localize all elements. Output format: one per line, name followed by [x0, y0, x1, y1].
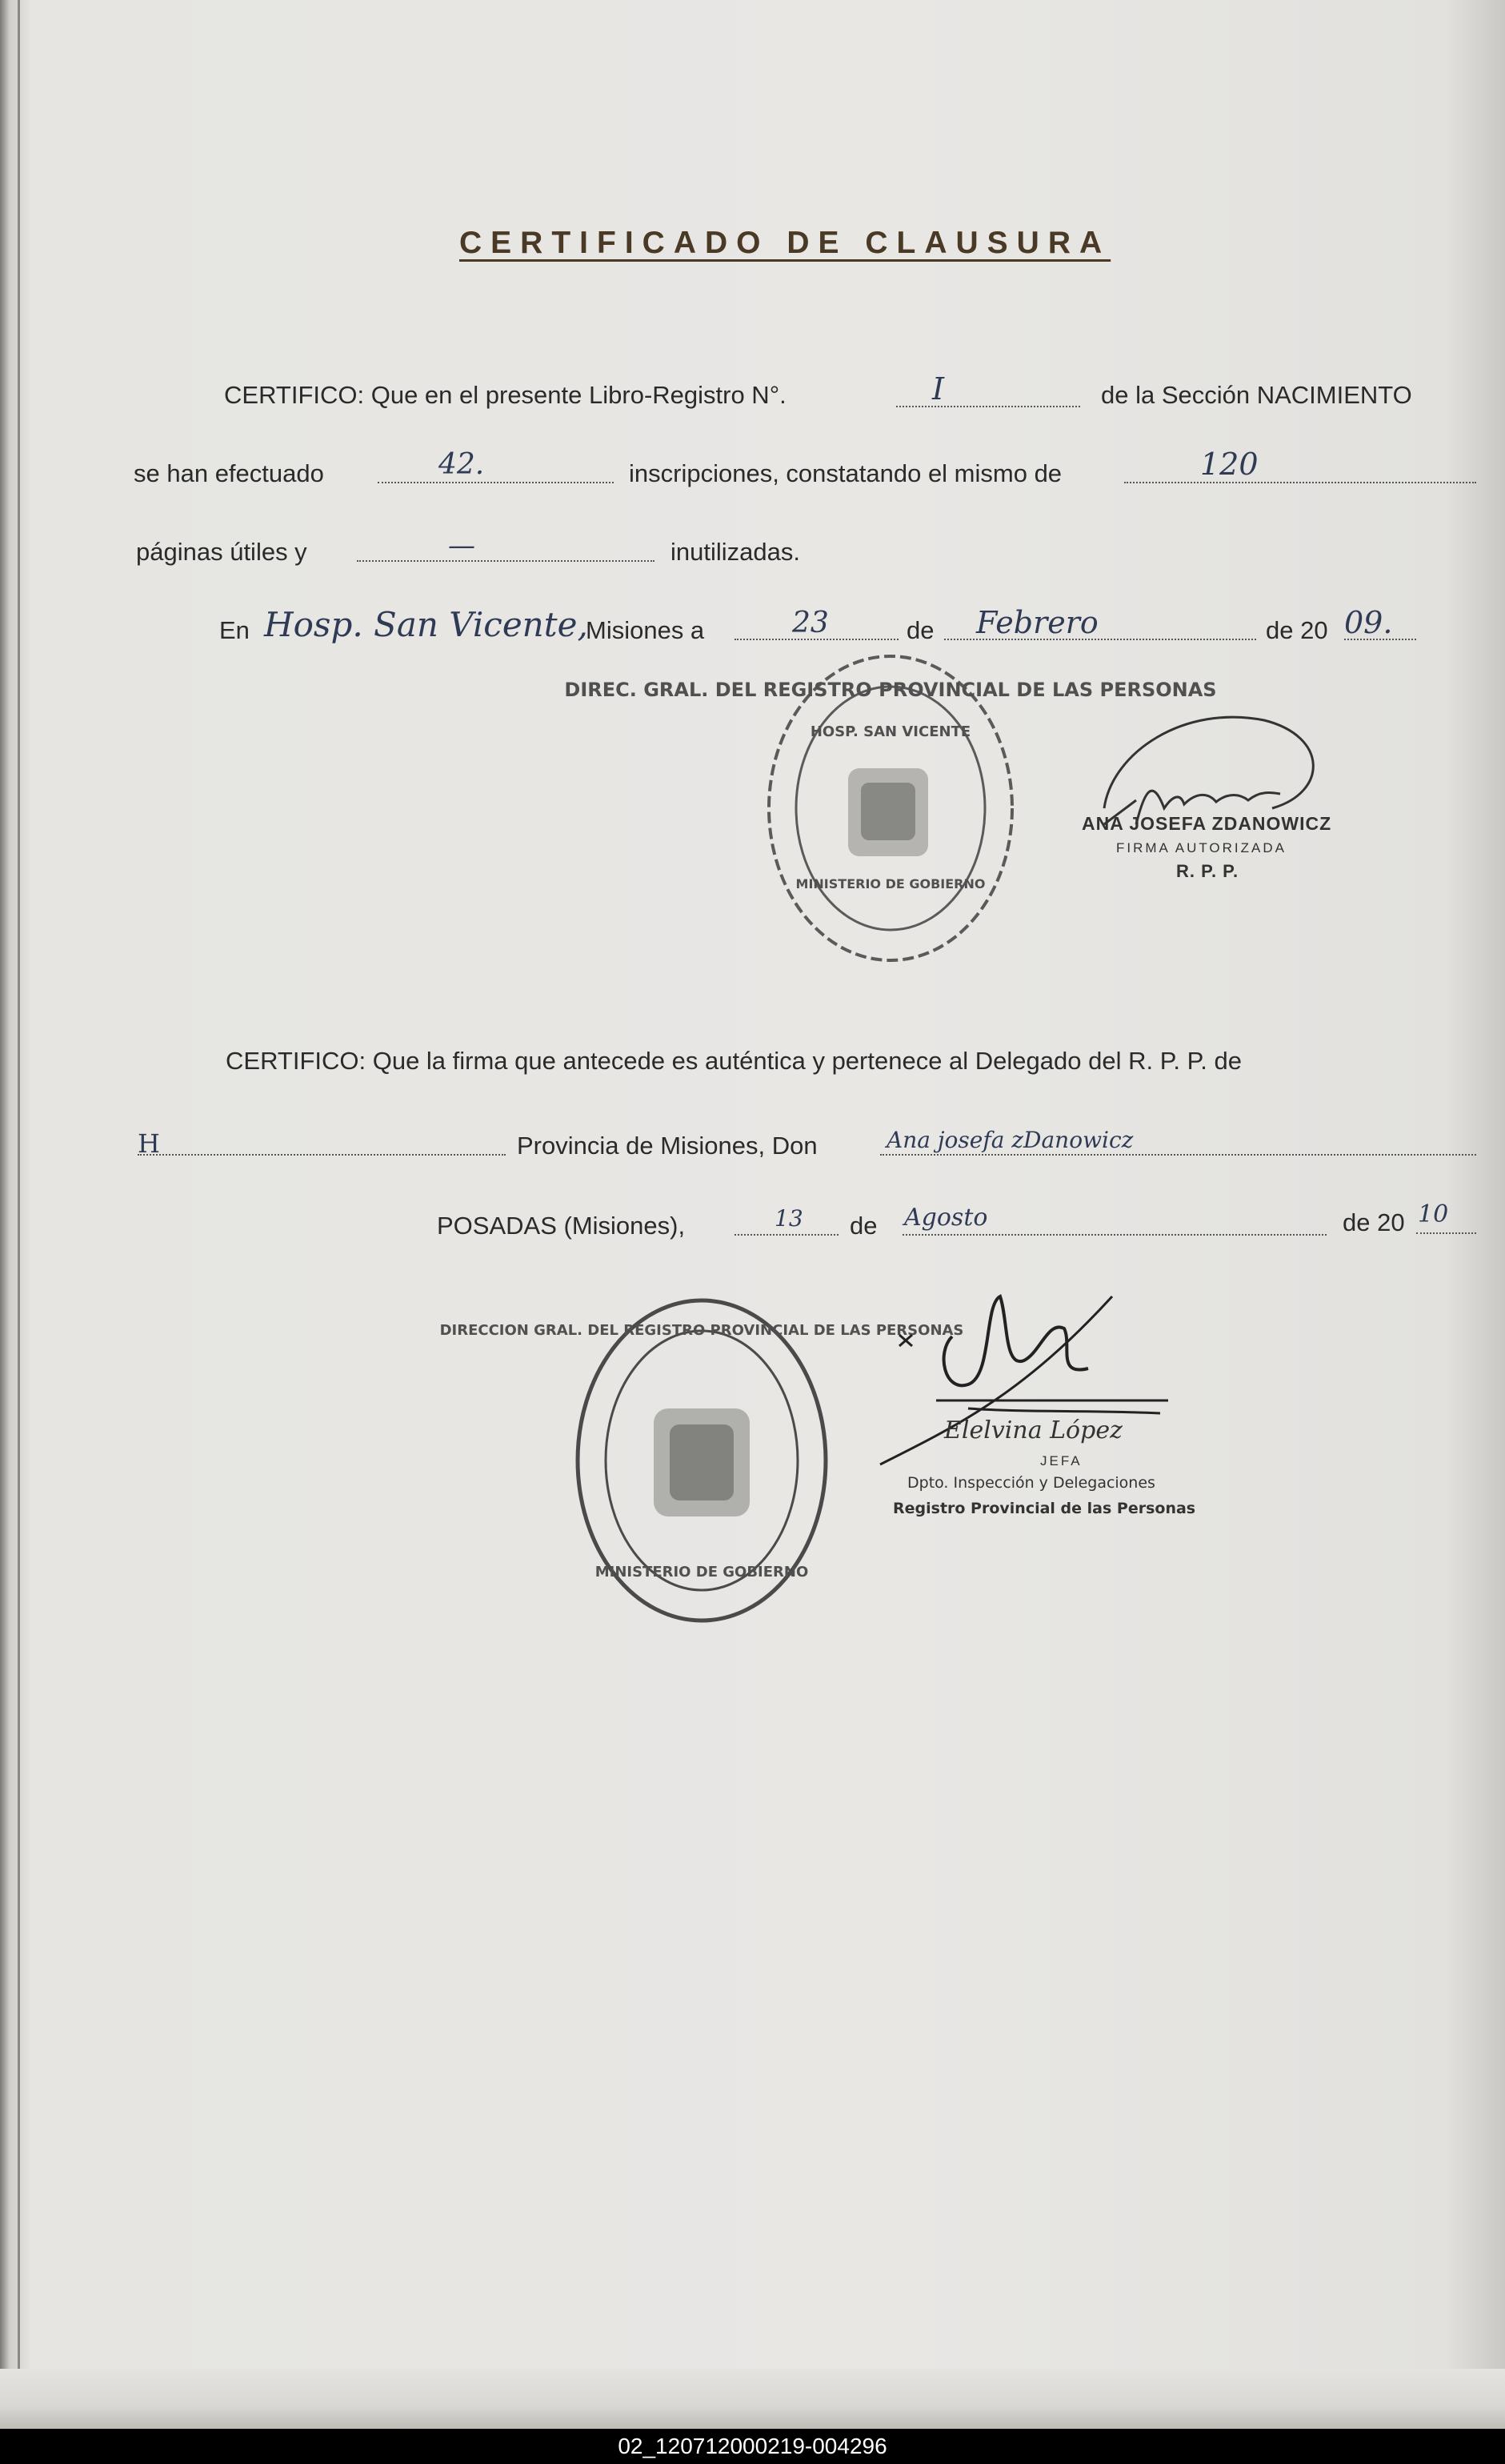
anio-suffix-2: 10 — [1418, 1200, 1449, 1228]
stamp1-outer-text: DIREC. GRAL. DEL REGISTRO PROVINCIAL DE LAS PERSONAS — [564, 679, 1217, 701]
dotted-line — [138, 1154, 506, 1156]
dotted-line — [734, 1234, 839, 1236]
dia-2: 13 — [775, 1205, 803, 1232]
dotted-line — [357, 560, 654, 562]
dotted-line — [880, 1154, 1476, 1156]
inutilizadas-text: inutilizadas. — [670, 538, 800, 566]
signature-lopez — [864, 1272, 1184, 1480]
firma2-cargo: JEFA — [1040, 1453, 1083, 1468]
misiones-text: Misiones a — [586, 616, 705, 644]
dotted-line — [896, 406, 1080, 407]
firma1-nombre: ANA JOSEFA ZDANOWICZ — [1082, 813, 1332, 834]
certifico-lead: CERTIFICO: Que en el presente Libro-Registro N°. — [224, 381, 787, 409]
binding-edge — [18, 0, 20, 2433]
mes-2: Agosto — [904, 1204, 988, 1232]
firma2-nombre: Elelvina López — [944, 1416, 1123, 1444]
firma2-registro: Registro Provincial de las Personas — [893, 1500, 1196, 1517]
paginas-count: 120 — [1200, 447, 1259, 482]
inscripciones-text: inscripciones, constatando el mismo de — [629, 459, 1063, 487]
don-nombre: Ana josefa zDanowicz — [887, 1127, 1134, 1153]
dotted-line — [378, 482, 614, 483]
stamp2-outer-text: DIRECCION GRAL. DEL REGISTRO PROVINCIAL DE LAS PERSONAS — [439, 1322, 964, 1339]
certifico-2: CERTIFICO: Que la firma que antecede es auténtica y pertenece al Delegado del R. P. P. de — [226, 1047, 1243, 1075]
de-text: de — [907, 616, 935, 644]
anio-prefix: de 20 — [1266, 616, 1328, 644]
dotted-line — [1124, 482, 1476, 483]
lugar: Hosp. San Vicente, — [264, 605, 588, 644]
page-title: CERTIFICADO DE CLAUSURA — [459, 226, 1111, 260]
en-text: En — [219, 616, 250, 644]
paginas-text: páginas útiles y — [136, 538, 307, 566]
page-bottom-edge — [0, 2369, 1505, 2429]
dia-1: 23 — [792, 607, 829, 639]
mes-1: Febrero — [976, 605, 1099, 640]
seccion-text: de la Sección NACIMIENTO — [1101, 381, 1412, 409]
posadas-text: POSADAS (Misiones), — [437, 1212, 686, 1240]
stamp1-inner-top: HOSP. SAN VICENTE — [810, 723, 971, 740]
inutilizadas-count: — — [448, 530, 475, 562]
anio-prefix-2: de 20 — [1343, 1208, 1405, 1236]
libro-numero: I — [932, 371, 945, 407]
footer-id: 02_120712000219-004296 — [618, 2434, 887, 2458]
stamp-direccion-registro — [439, 1288, 964, 1633]
localidad: H — [138, 1128, 160, 1159]
inscripciones-count: 42. — [438, 448, 485, 481]
de-text-2: de — [850, 1212, 878, 1240]
firma1-cargo: FIRMA AUTORIZADA — [1116, 840, 1287, 855]
firma2-depto: Dpto. Inspección y Delegaciones — [907, 1474, 1155, 1492]
anio-suffix: 09. — [1344, 605, 1393, 640]
dotted-line — [903, 1234, 1327, 1236]
provincia-text: Provincia de Misiones, Don — [517, 1132, 818, 1160]
footer-id-bar — [0, 2429, 1505, 2464]
dotted-line — [1416, 1232, 1476, 1234]
efectuado-text: se han efectuado — [134, 459, 324, 487]
firma1-sigla: R. P. P. — [1176, 861, 1239, 881]
stamp2-inner-text: MINISTERIO DE GOBIERNO — [594, 1564, 809, 1581]
stamp1-inner-bottom: MINISTERIO DE GOBIERNO — [795, 876, 986, 891]
